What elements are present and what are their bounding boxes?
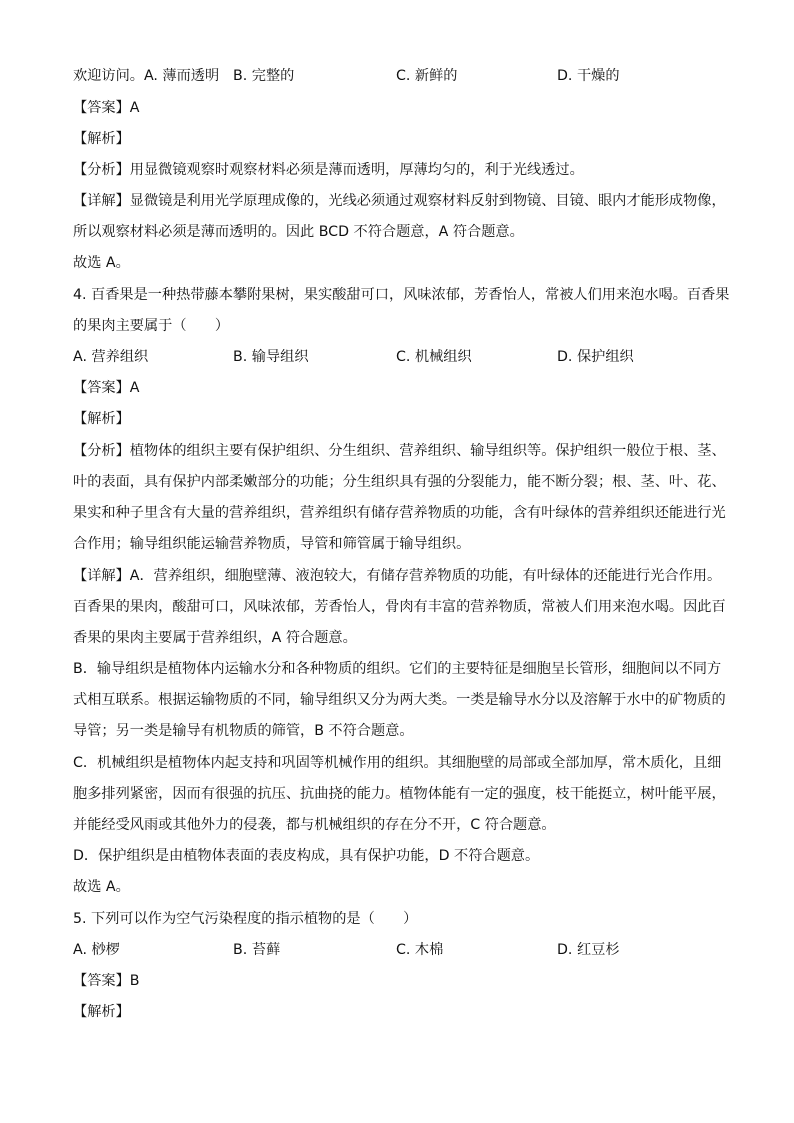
q3-answer: 【答案】A [73, 100, 140, 116]
q5-answer: 【答案】B [73, 973, 140, 989]
q4-conclusion: 故选 A。 [73, 879, 130, 895]
q3-option-c: C. 新鲜的 [396, 68, 458, 84]
q3-option-a-line: 欢迎访问。A. 薄而透明 [73, 68, 220, 84]
q5-option-d: D. 红豆杉 [557, 942, 620, 958]
q4-jiexi-label: 【解析】 [73, 411, 130, 427]
q3-detail-line-2: 所以观察材料必须是薄而透明的。因此 BCD 不符合题意，A 符合题意。 [73, 224, 524, 240]
q4-detail-c-line-3: 并能经受风雨或其他外力的侵袭，都与机械组织的存在分不开，C 符合题意。 [73, 817, 556, 833]
q4-detail-line-3: 香果的果肉主要属于营养组织，A 符合题意。 [73, 630, 357, 646]
q4-answer: 【答案】A [73, 380, 140, 396]
q3-analysis: 【分析】用显微镜观察时观察材料必须是薄而透明，厚薄均匀的，利于光线透过。 [73, 162, 584, 178]
q4-stem-line-1: 4. 百香果是一种热带藤本攀附果树，果实酸甜可口，风味浓郁，芳香怡人，常被人们用来泡水喝。百香果 [73, 287, 730, 303]
q3-conclusion: 故选 A。 [73, 255, 130, 271]
q4-analysis-line-3: 果实和种子里含有大量的营养组织，营养组织有储存营养物质的功能，含有叶绿体的营养组织还能进行光 [73, 505, 726, 521]
q4-detail-c-line-2: 胞多排列紧密，因而有很强的抗压、抗曲挠的能力。植物体能有一定的强度，枝干能挺立，树叶能平展， [73, 786, 726, 802]
q4-detail-line-2: 百香果的果肉，酸甜可口，风味浓郁，芳香怡人，骨肉有丰富的营养物质，常被人们用来泡水喝。因此百 [73, 599, 726, 615]
q4-analysis-line-1: 【分析】植物体的组织主要有保护组织、分生组织、营养组织、输导组织等。保护组织一般位于根、茎、 [73, 443, 726, 459]
q5-jiexi-label: 【解析】 [73, 1004, 130, 1020]
q4-option-d: D. 保护组织 [557, 349, 634, 365]
q3-detail-line-1: 【详解】显微镜是利用光学原理成像的，光线必须通过观察材料反射到物镜、目镜、眼内才能形成物像， [73, 193, 726, 209]
q5-option-b: B. 苔藓 [233, 942, 281, 958]
q5-stem: 5. 下列可以作为空气污染程度的指示植物的是（ ） [73, 911, 418, 927]
q3-jiexi-label: 【解析】 [73, 131, 130, 147]
q4-detail-b-line-1: B．输导组织是植物体内运输水分和各种物质的组织。它们的主要特征是细胞呈长管形，细胞间以不同方 [73, 661, 722, 677]
q4-detail-d-line: D．保护组织是由植物体表面的表皮构成，具有保护功能，D 不符合题意。 [73, 848, 540, 864]
q3-option-b: B. 完整的 [233, 68, 295, 84]
q4-analysis-line-2: 叶的表面，具有保护内部柔嫩部分的功能；分生组织具有强的分裂能力，能不断分裂；根、茎、叶、花、 [73, 474, 726, 490]
q4-option-a: A. 营养组织 [73, 349, 149, 365]
q4-detail-c-line-1: C．机械组织是植物体内起支持和巩固等机械作用的组织。其细胞壁的局部或全部加厚，常木质化，且细 [73, 755, 722, 771]
q4-detail-b-line-2: 式相互联系。根据运输物质的不同，输导组织又分为两大类。一类是输导水分以及溶解于水中的矿物质的 [73, 692, 726, 708]
q4-analysis-line-4: 合作用；输导组织能运输营养物质，导管和筛管属于输导组织。 [73, 536, 471, 552]
q4-option-c: C. 机械组织 [396, 349, 472, 365]
q5-option-a: A. 桫椤 [73, 942, 120, 958]
q4-stem-line-2: 的果肉主要属于（ ） [73, 318, 230, 334]
q4-detail-b-line-3: 导管；另一类是输导有机物质的筛管，B 不符合题意。 [73, 723, 414, 739]
q4-detail-line-1: 【详解】A．营养组织，细胞壁薄、液泡较大，有储存营养物质的功能，有叶绿体的还能进行光合作用。 [73, 568, 722, 584]
q3-option-d: D. 干燥的 [557, 68, 620, 84]
q5-option-c: C. 木棉 [396, 942, 444, 958]
q4-option-b: B. 输导组织 [233, 349, 309, 365]
